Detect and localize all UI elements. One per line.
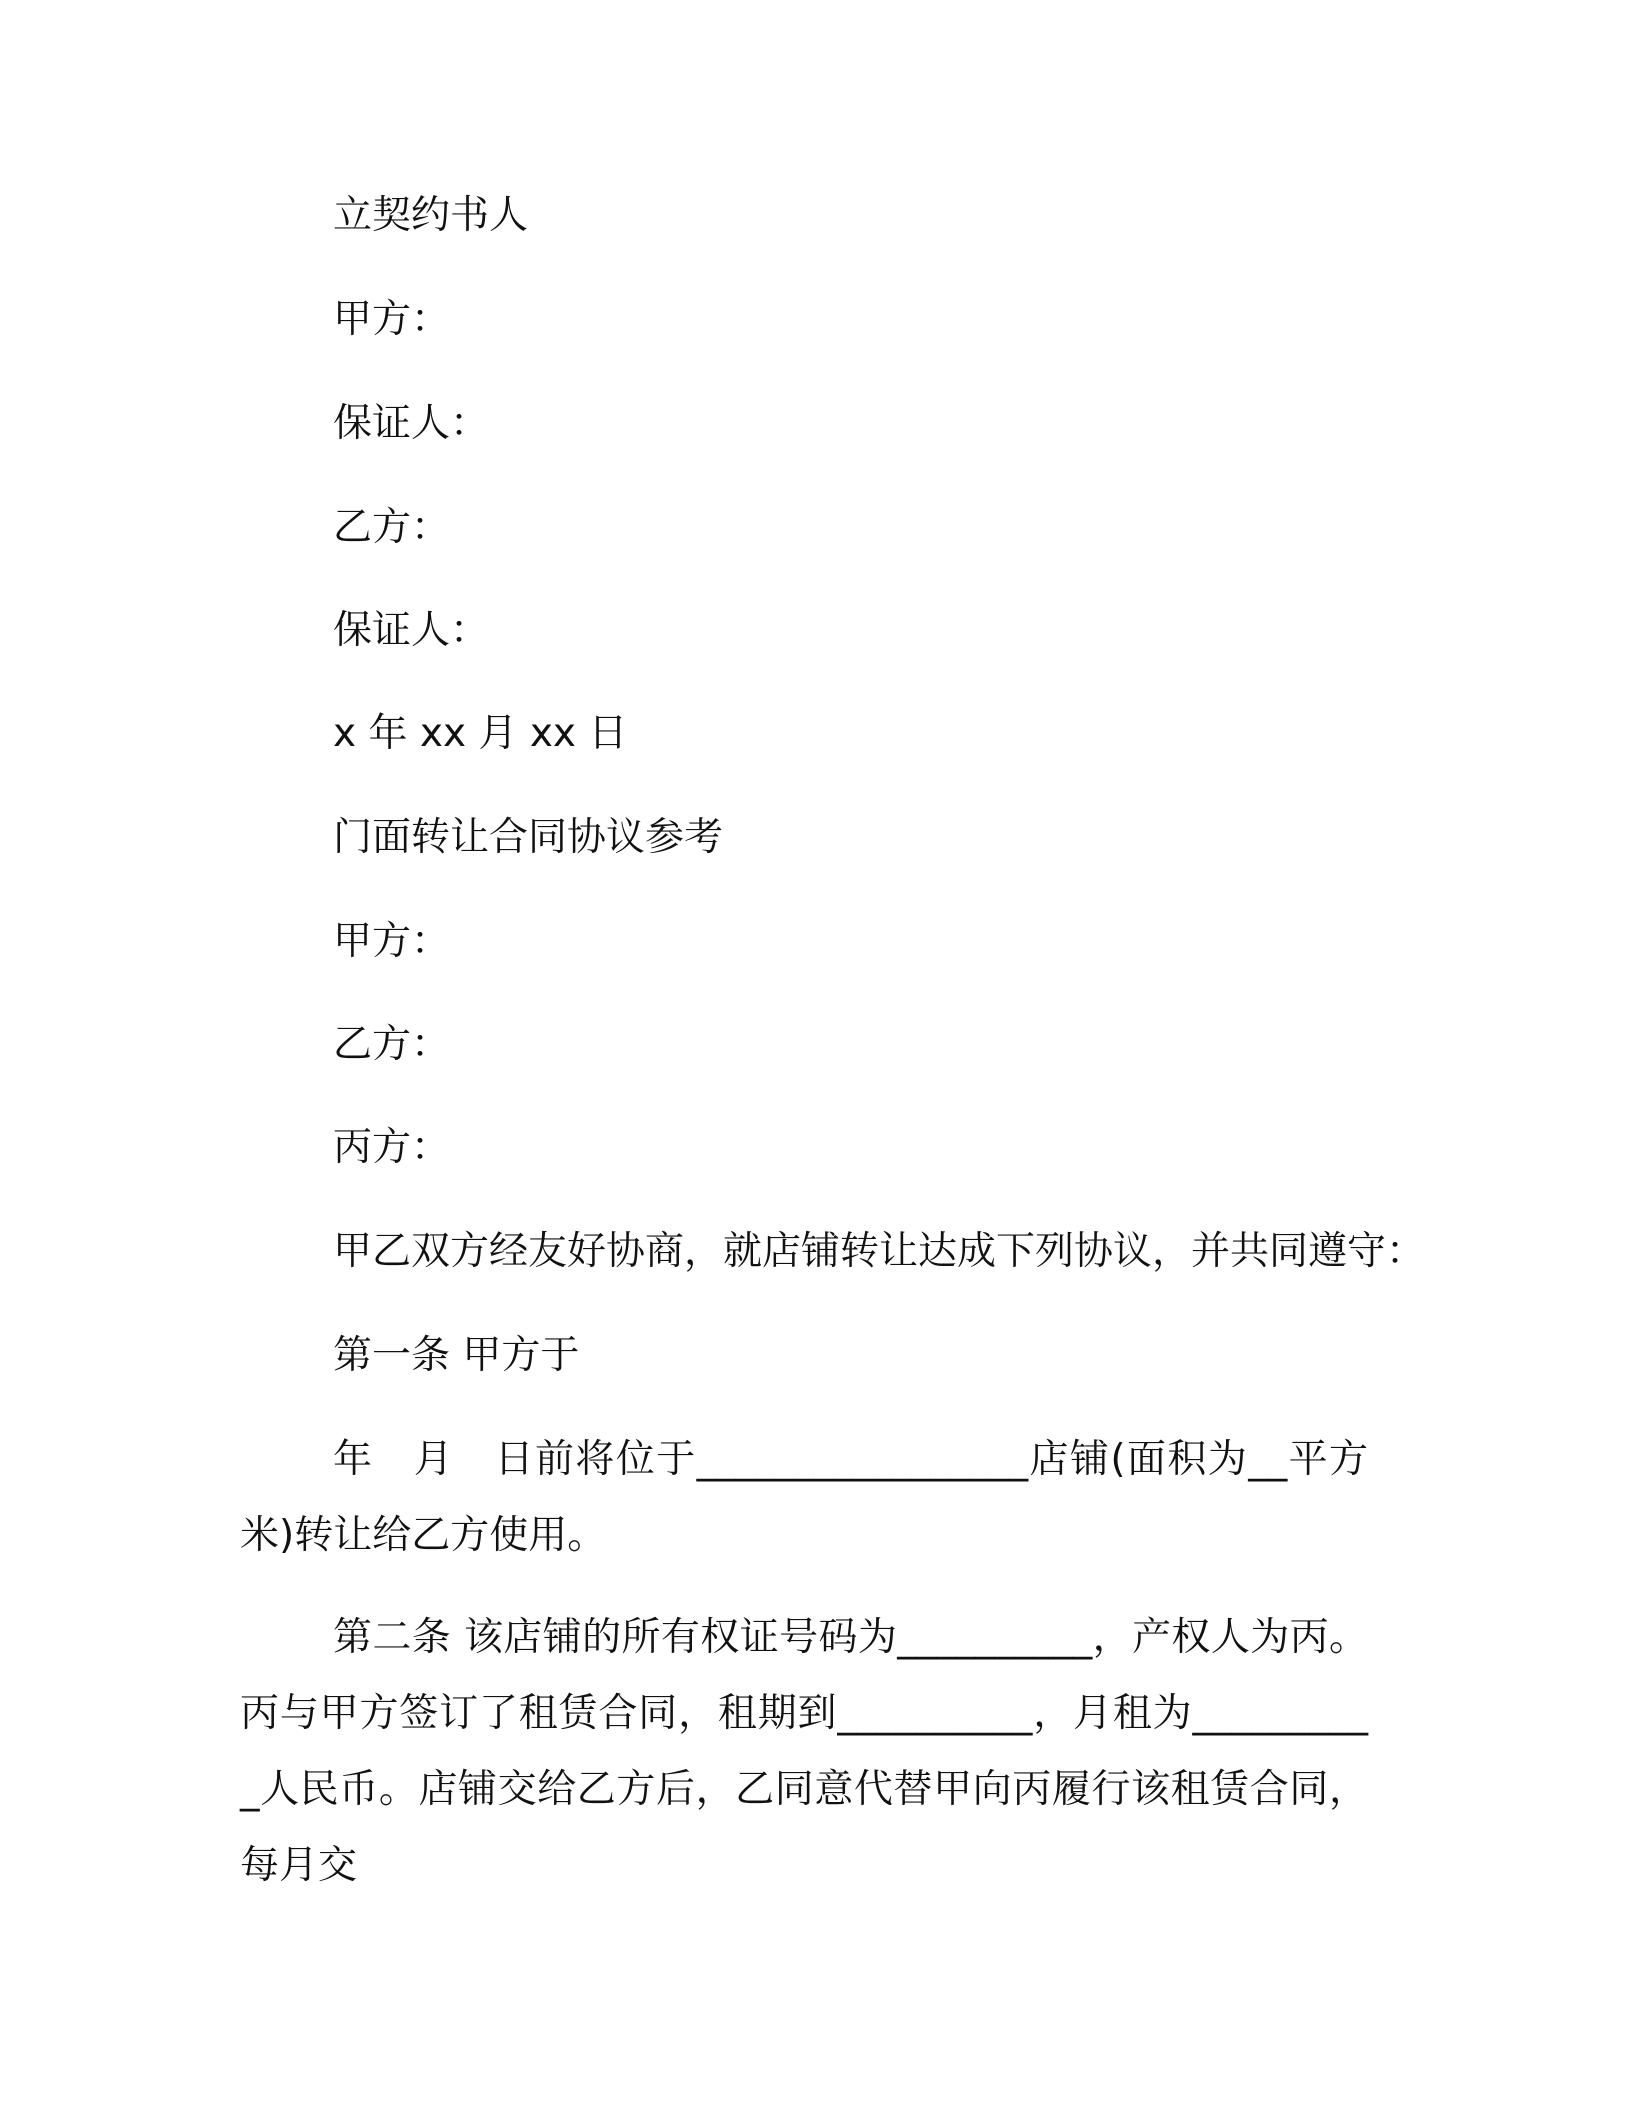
intro-sentence: 甲乙双方经友好协商，就店铺转让达成下列协议，并共同遵守： <box>333 1229 1426 1274</box>
signatories-heading: 立契约书人 <box>333 193 529 238</box>
party-a-label: 甲方： <box>333 919 451 964</box>
guarantor-label: 保证人： <box>333 401 490 446</box>
party-a-label: 甲方： <box>333 297 451 342</box>
article-1-body: 年 月 日前将位于_________________店铺(面积为__平方米)转让给乙方使用。 <box>240 1437 1368 1558</box>
article-1-heading: 第一条 甲方于 <box>333 1333 580 1378</box>
document-title: 门面转让合同协议参考 <box>333 815 724 860</box>
party-c-label: 丙方： <box>333 1125 451 1170</box>
guarantor-label: 保证人： <box>333 608 490 653</box>
article-2-body: 第二条 该店铺的所有权证号码为__________，产权人为丙。丙与甲方签订了租赁合同，租期到__________，月租为__________人民币。店铺交给乙方后，乙同意代替甲向丙履行该租赁合同，每月交 <box>240 1615 1368 1888</box>
party-b-label: 乙方： <box>333 505 451 550</box>
date-line: x 年 xx 月 xx 日 <box>333 711 628 756</box>
party-b-label: 乙方： <box>333 1022 451 1067</box>
